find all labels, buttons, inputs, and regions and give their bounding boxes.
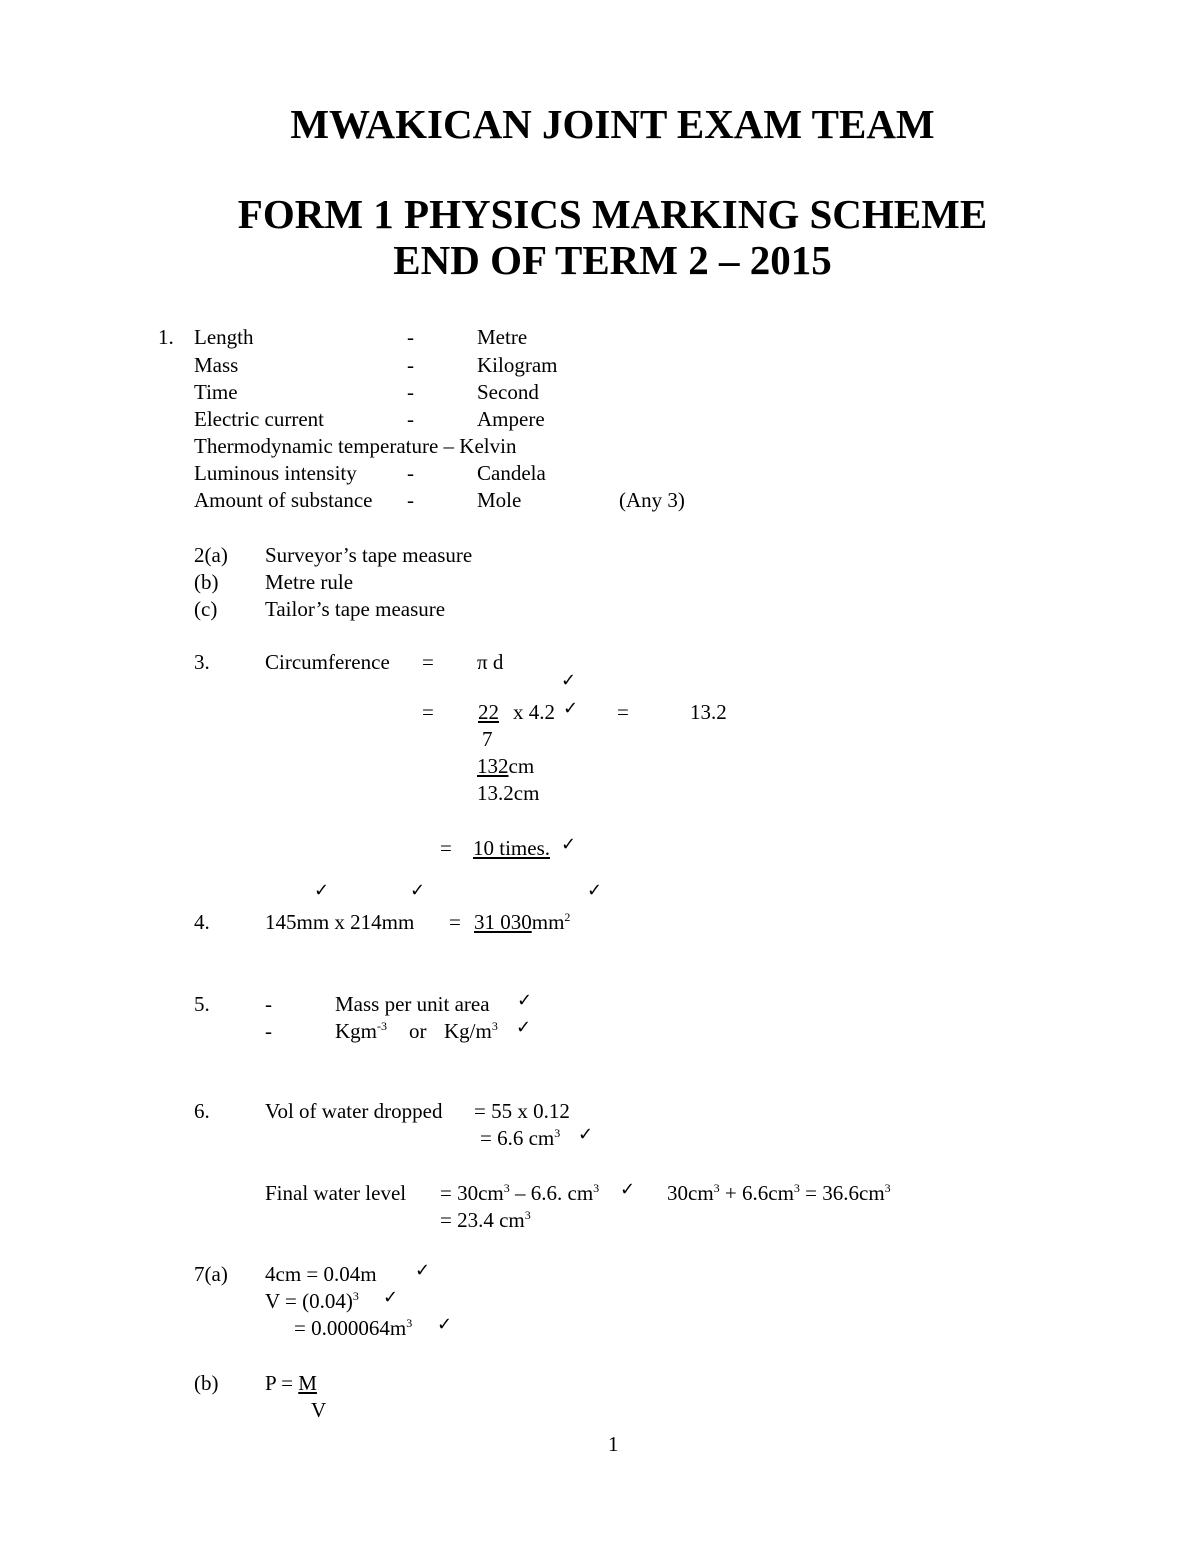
q1-quantity: Length [194, 325, 254, 349]
check-icon: ✓ [517, 990, 533, 1011]
q3-equals: = [617, 700, 629, 724]
q6-exponent: 3 [713, 1181, 720, 1195]
q5-answer-line1: Mass per unit area [335, 992, 490, 1016]
q6-final-label: Final water level [265, 1181, 407, 1205]
q1-unit: Mole [477, 488, 522, 512]
q1-quantity: Time [194, 380, 238, 404]
check-icon: ✓ [578, 1124, 594, 1145]
q1-sep: - [407, 488, 414, 512]
check-icon: ✓ [383, 1287, 399, 1308]
q1-unit: Candela [477, 461, 546, 485]
q5-unit-a-exponent: -3 [377, 1019, 387, 1033]
q1-quantity: Luminous intensity [194, 461, 357, 485]
q3-ratio-numerator: 132 [477, 754, 509, 778]
q4-unit-exponent: 2 [564, 910, 571, 924]
q3-answer: 10 times. [473, 836, 550, 860]
q5-unit-b-exponent: 3 [491, 1019, 498, 1033]
q7b-denominator: V [311, 1398, 327, 1422]
q7a-line1: 4cm = 0.04m [265, 1262, 377, 1286]
q1-sep: - [407, 407, 414, 431]
exam-team-heading: MWAKICAN JOINT EXAM TEAM [290, 101, 935, 147]
q1-unit: Kilogram [477, 353, 558, 377]
q1-number: 1. [158, 325, 174, 349]
q6-number: 6. [194, 1099, 210, 1123]
q6-vol-result: = 6.6 cm [480, 1126, 555, 1150]
q2-answer: Metre rule [265, 570, 354, 594]
check-icon: ✓ [563, 698, 579, 719]
q6-exponent: 3 [524, 1208, 531, 1222]
q4-number: 4. [194, 910, 210, 934]
q3-fraction-numerator: 22 [478, 700, 499, 724]
q3-circumference: Circumference [265, 650, 390, 674]
q3-result: 13.2 [690, 700, 727, 724]
q7a-line3: = 0.000064m [294, 1316, 407, 1340]
term-title: END OF TERM 2 – 2015 [393, 237, 832, 283]
q7a-label: 7(a) [194, 1262, 228, 1286]
q6-alt-a: 30cm [667, 1181, 714, 1205]
q3-fraction-denominator: 7 [482, 727, 493, 751]
q3-pi-d: π d [477, 650, 504, 674]
q1-note: (Any 3) [619, 488, 685, 512]
q5-dash: - [265, 992, 272, 1016]
check-icon: ✓ [437, 1314, 453, 1335]
q1-unit: Metre [477, 325, 528, 349]
q1-sep: - [407, 380, 414, 404]
q6-exponent: 3 [593, 1181, 600, 1195]
q6-final-expr-b: – 6.6. cm [509, 1181, 594, 1205]
q6-alt-c: = 36.6cm [799, 1181, 885, 1205]
q2-answer: Tailor’s tape measure [265, 597, 446, 621]
page-number: 1 [608, 1432, 619, 1456]
q6-alt-b: + 6.6cm [719, 1181, 794, 1205]
q1-quantity: Amount of substance [194, 488, 373, 512]
q3-ratio-denominator: 13.2cm [477, 781, 540, 805]
q6-exponent: 3 [503, 1181, 510, 1195]
q7b-numerator: M [298, 1371, 317, 1395]
check-icon: ✓ [410, 880, 426, 901]
check-icon: ✓ [620, 1179, 636, 1200]
q5-or: or [409, 1019, 427, 1043]
q3-equals: = [440, 836, 452, 860]
check-icon: ✓ [561, 670, 577, 691]
q7a-line2: V = (0.04) [265, 1289, 353, 1313]
check-icon: ✓ [516, 1017, 532, 1038]
q7-exponent: 3 [406, 1316, 413, 1330]
q1-quantity: Electric current [194, 407, 324, 431]
q3-ratio-numerator-unit: cm [508, 754, 535, 778]
q3-equals: = [422, 700, 434, 724]
q3-times-value: x 4.2 [513, 700, 555, 724]
q3-equals: = [422, 650, 434, 674]
q1-quantity: Mass [194, 353, 239, 377]
q5-unit-a: Kgm [335, 1019, 377, 1043]
marking-scheme-title: FORM 1 PHYSICS MARKING SCHEME [237, 191, 988, 237]
q2-label: 2(a) [194, 543, 228, 567]
q4-unit: mm [531, 910, 565, 934]
q5-number: 5. [194, 992, 210, 1016]
q7b-p-equals: P = [265, 1371, 299, 1395]
q6-exponent: 3 [793, 1181, 800, 1195]
q4-answer: 31 030 [474, 910, 532, 934]
q6-final-expr-a: = 30cm [440, 1181, 504, 1205]
q3-number: 3. [194, 650, 210, 674]
check-icon: ✓ [314, 880, 330, 901]
q7-exponent: 3 [352, 1289, 359, 1303]
q1-sep: - [407, 461, 414, 485]
q6-vol-label: Vol of water dropped [265, 1099, 443, 1123]
q1-quantity: Thermodynamic temperature – Kelvin [194, 434, 517, 458]
q2-label: (c) [194, 597, 218, 621]
q1-sep: - [407, 353, 414, 377]
q4-equals: = [449, 910, 461, 934]
q1-unit: Ampere [477, 407, 545, 431]
q4-expression: 145mm x 214mm [265, 910, 415, 934]
check-icon: ✓ [561, 834, 577, 855]
q1-sep: - [407, 325, 414, 349]
q7b-label: (b) [194, 1371, 219, 1395]
q1-unit: Second [477, 380, 539, 404]
q6-exponent: 3 [554, 1126, 561, 1140]
q5-dash: - [265, 1019, 272, 1043]
q6-vol-expression: = 55 x 0.12 [474, 1099, 570, 1123]
check-icon: ✓ [415, 1260, 431, 1281]
q5-unit-b: Kg/m [444, 1019, 492, 1043]
check-icon: ✓ [587, 880, 603, 901]
q6-exponent: 3 [884, 1181, 891, 1195]
q6-final-result: = 23.4 cm [440, 1208, 525, 1232]
q2-label: (b) [194, 570, 219, 594]
q2-answer: Surveyor’s tape measure [265, 543, 473, 567]
